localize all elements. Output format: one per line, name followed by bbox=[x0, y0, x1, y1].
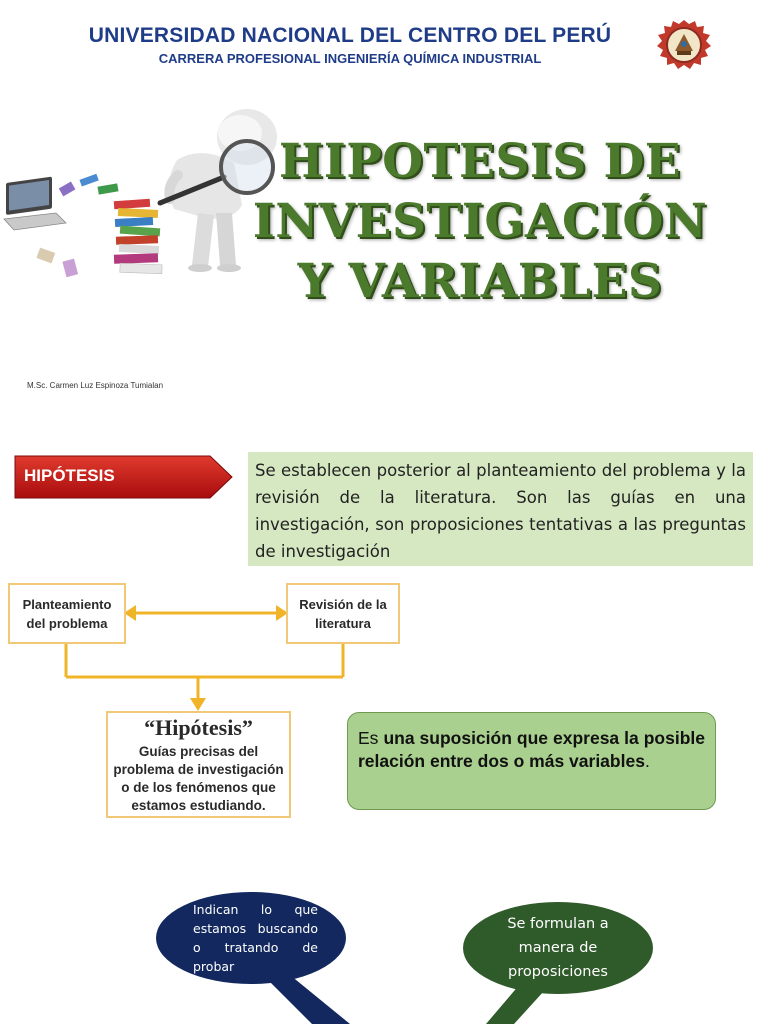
literature-review-box bbox=[286, 583, 400, 644]
title-line-1: HIPOTESIS DE bbox=[278, 134, 682, 189]
hypothesis-box-line-3: o de los fenómenos que bbox=[121, 779, 276, 795]
title-line-3: Y VARIABLES bbox=[297, 254, 663, 309]
hypothesis-tag bbox=[14, 455, 234, 499]
problem-statement-line-2: del problema bbox=[26, 615, 108, 631]
problem-statement-box bbox=[8, 583, 126, 644]
supposition-prefix: Es bbox=[358, 728, 379, 748]
presentation-title bbox=[250, 132, 710, 312]
hypothesis-box bbox=[106, 711, 291, 818]
researcher-illustration bbox=[2, 105, 292, 285]
hypothesis-box-line-4: estamos estudiando. bbox=[131, 797, 266, 813]
speech-bubble-left-text: Indican lo que estamos buscando o tratando de probar bbox=[193, 902, 318, 974]
literature-review-line-2: literatura bbox=[315, 615, 371, 631]
hypothesis-tag-label: HIPÓTESIS bbox=[24, 466, 115, 485]
career-name: CARRERA PROFESIONAL INGENIERÍA QUÍMICA INDUSTRIAL bbox=[158, 51, 542, 66]
supposition-bold-text: una suposición que expresa la posible relación entre dos o más variables bbox=[358, 728, 705, 771]
hypothesis-box-title: “Hipótesis” bbox=[144, 714, 253, 740]
literature-review-line-1: Revisión de la bbox=[299, 596, 387, 612]
author-name: M.Sc. Carmen Luz Espinoza Tumialan bbox=[27, 381, 164, 390]
university-seal-icon bbox=[655, 18, 713, 70]
hypothesis-diagram bbox=[6, 580, 406, 820]
definition-box: Se establecen posterior al planteamiento del problema y la revisión de la literatura. Son las guías en una investigación, son proposiciones tentativas a las preguntas de investigación bbox=[248, 452, 753, 566]
hypothesis-box-line-1: Guías precisas del bbox=[138, 743, 259, 759]
problem-statement-line-1: Planteamiento bbox=[22, 596, 112, 612]
university-name: UNIVERSIDAD NACIONAL DEL CENTRO DEL PERÚ bbox=[88, 24, 612, 47]
title-line-2: INVESTIGACIÓN bbox=[252, 194, 708, 249]
speech-bubble-right-text: Se formulan a manera de proposiciones bbox=[507, 916, 609, 980]
supposition-suffix: . bbox=[644, 751, 650, 771]
supposition-box bbox=[347, 712, 716, 810]
hypothesis-box-line-2: problema de investigación bbox=[113, 761, 284, 777]
